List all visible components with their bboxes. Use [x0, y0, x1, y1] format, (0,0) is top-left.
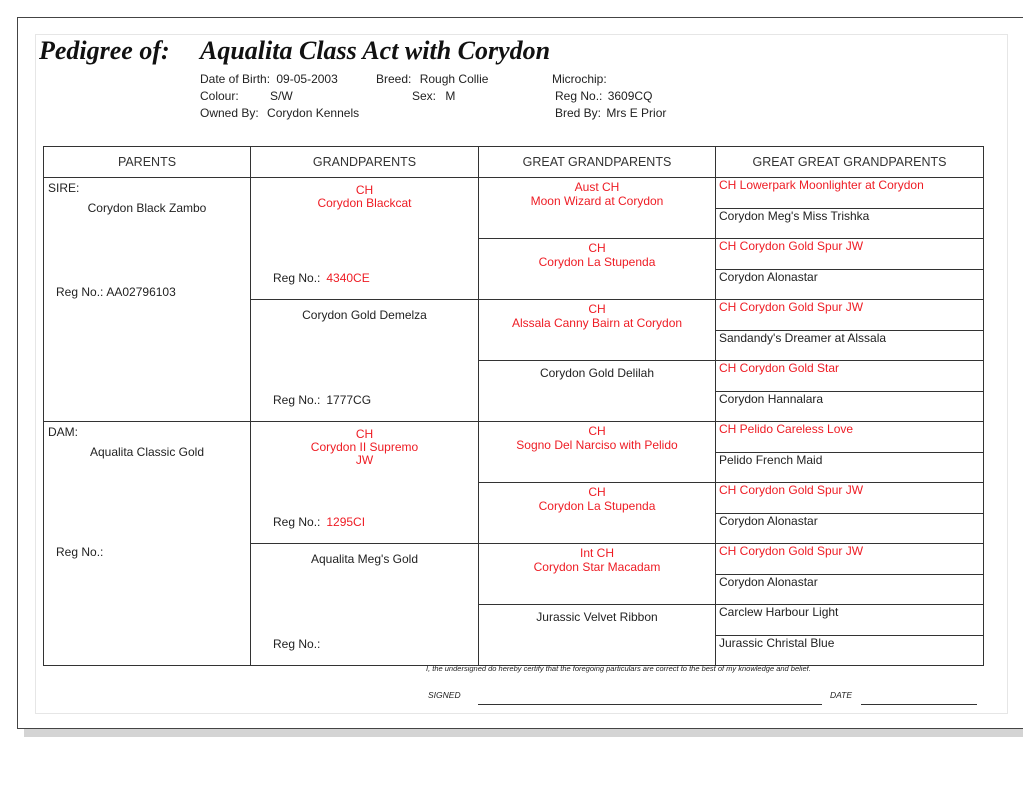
great-grandparent-block	[479, 422, 715, 482]
reg-label: Reg No.:	[56, 545, 104, 559]
great-great-grandparent-name: Corydon Meg's Miss Trishka	[719, 208, 870, 223]
great-great-grandparent-block	[716, 453, 983, 482]
great-great-grandparent-cell	[716, 605, 984, 636]
great-great-grandparent-block	[716, 209, 983, 238]
great-grandparent-name-block	[479, 241, 715, 269]
grandparent-reg-field	[273, 637, 326, 651]
great-great-grandparent-cell	[716, 239, 984, 270]
reg-label: Reg No.:	[273, 637, 321, 651]
great-great-grandparent-cell	[716, 208, 984, 239]
header-great-grandparents: GREAT GRANDPARENTS	[479, 147, 716, 178]
great-great-grandparent-block	[716, 575, 983, 604]
sire-block	[44, 178, 250, 420]
header-grandparents: GRANDPARENTS	[251, 147, 479, 178]
dam-role-label: DAM:	[48, 425, 78, 439]
grandparent-reg-field	[273, 515, 365, 529]
grandparent-name: Corydon II Supremo	[310, 440, 419, 454]
date-line[interactable]	[861, 704, 977, 705]
grandparent-name-block	[251, 428, 478, 467]
great-great-grandparent-block	[716, 331, 983, 360]
grandparent-reg-field	[273, 271, 370, 285]
dam-name: Aqualita Classic Gold	[89, 445, 205, 459]
great-great-grandparent-block	[716, 361, 983, 390]
great-great-grandparent-block	[716, 514, 983, 543]
grandparent-name: Corydon Blackcat	[317, 196, 412, 210]
sex-label: Sex:	[412, 89, 437, 103]
title-label: Pedigree of:	[39, 36, 170, 65]
great-grandparent-block	[479, 239, 715, 299]
great-grandparent-name: Corydon La Stupenda	[538, 255, 656, 269]
grandparent-reg-value: 1295CI	[326, 515, 366, 529]
great-great-grandparent-cell	[716, 483, 984, 514]
colour-field	[200, 89, 293, 103]
signed-label: SIGNED	[428, 690, 461, 700]
pedigree-table	[43, 146, 984, 666]
great-grandparent-name: Corydon La Stupenda	[538, 499, 656, 513]
great-grandparent-name: Moon Wizard at Corydon	[530, 194, 664, 208]
header-parents: PARENTS	[44, 147, 251, 178]
header-great-great-grandparents: GREAT GREAT GRANDPARENTS	[716, 147, 984, 178]
dam-reg-field	[56, 545, 106, 559]
great-great-grandparent-block	[716, 239, 983, 268]
reg-label: Reg No.:	[273, 515, 321, 529]
sire-reg-value: AA02796103	[106, 285, 176, 299]
great-great-grandparent-name: Corydon Alonastar	[719, 574, 818, 589]
great-grandparent-block	[479, 483, 715, 543]
grandparent-name: Aqualita Meg's Gold	[310, 552, 418, 566]
great-great-grandparent-cell	[716, 300, 984, 331]
great-grandparent-block	[479, 178, 715, 238]
table-header-row	[44, 147, 984, 178]
great-grandparent-title: Int CH	[579, 546, 614, 560]
great-grandparent-name: Corydon Star Macadam	[533, 560, 661, 574]
great-great-grandparent-cell	[716, 269, 984, 300]
great-grandparent-name-block	[479, 610, 715, 624]
great-great-grandparent-name: CH Corydon Gold Spur JW	[719, 483, 864, 497]
sex-field	[412, 89, 455, 103]
grandparent-name-block	[251, 309, 478, 322]
dob-field	[200, 72, 338, 86]
great-grandparent-name-block	[479, 366, 715, 380]
reg-label: Reg No.:	[56, 285, 104, 299]
great-grandparent-name: Jurassic Velvet Ribbon	[536, 610, 658, 624]
pedigree-row	[44, 178, 984, 209]
great-great-grandparent-block	[716, 544, 983, 573]
great-great-grandparent-block	[716, 300, 983, 329]
great-grandparent-title: CH	[588, 424, 606, 438]
sire-role-label: SIRE:	[48, 181, 80, 195]
owned-value: Corydon Kennels	[267, 106, 360, 120]
great-great-grandparent-name: Carclew Harbour Light	[719, 605, 839, 619]
grandparent-cell	[251, 178, 479, 300]
great-great-grandparent-block	[716, 483, 983, 512]
dam-cell	[44, 422, 251, 666]
dob-value: 09-05-2003	[276, 72, 338, 86]
great-great-grandparent-cell	[716, 391, 984, 422]
great-great-grandparent-name: CH Corydon Gold Spur JW	[719, 544, 864, 558]
certification-text: I, the undersigned do hereby certify that the foregoing particulars are correct to the best of my knowledge and belief.	[426, 664, 811, 673]
great-grandparent-name: Corydon Gold Delilah	[539, 366, 655, 380]
grandparent-name-block	[251, 553, 478, 566]
bred-label: Bred By:	[555, 106, 602, 120]
great-great-grandparent-block	[716, 605, 983, 634]
great-grandparent-title: CH	[588, 302, 606, 316]
great-great-grandparent-name: CH Corydon Gold Spur JW	[719, 300, 864, 314]
great-great-grandparent-block	[716, 392, 983, 421]
great-great-grandparent-cell	[716, 330, 984, 361]
great-great-grandparent-name: CH Corydon Gold Spur JW	[719, 239, 864, 253]
grandparent-name-block	[251, 184, 478, 210]
great-great-grandparent-name: Sandandy's Dreamer at Alssala	[719, 330, 887, 345]
great-grandparent-name: Sogno Del Narciso with Pelido	[516, 438, 678, 452]
breed-field	[376, 72, 488, 86]
owner-field	[200, 106, 359, 120]
grandparent-suffix: JW	[355, 453, 374, 467]
breed-label: Breed:	[376, 72, 412, 86]
grandparent-cell	[251, 422, 479, 544]
great-great-grandparent-cell	[716, 422, 984, 453]
reg-label: Reg No.:	[273, 271, 321, 285]
great-grandparent-block	[479, 605, 715, 665]
great-grandparent-name-block	[479, 180, 715, 208]
reg-label: Reg No.:	[555, 89, 603, 103]
owned-label: Owned By:	[200, 106, 259, 120]
bred-value: Mrs E Prior	[606, 106, 667, 120]
sire-reg-field	[56, 285, 176, 299]
great-grandparent-cell	[479, 361, 716, 422]
great-grandparent-block	[479, 544, 715, 604]
great-great-grandparent-name: CH Lowerpark Moonlighter at Corydon	[719, 178, 924, 192]
great-grandparent-title: CH	[588, 241, 606, 255]
microchip-field	[552, 72, 607, 86]
great-grandparent-name: Alssala Canny Bairn at Corydon	[511, 316, 683, 330]
grandparent-block	[251, 178, 478, 298]
reg-field	[555, 89, 652, 103]
great-great-grandparent-cell	[716, 452, 984, 483]
great-grandparent-cell	[479, 178, 716, 239]
great-great-grandparent-cell	[716, 178, 984, 209]
great-great-grandparent-name: Corydon Alonastar	[719, 269, 818, 284]
great-grandparent-cell	[479, 422, 716, 483]
sire-cell	[44, 178, 251, 422]
breed-value: Rough Collie	[419, 72, 489, 86]
sex-value: M	[445, 89, 456, 103]
great-grandparent-cell	[479, 300, 716, 361]
dob-label: Date of Birth:	[200, 72, 271, 86]
great-great-grandparent-cell	[716, 513, 984, 544]
grandparent-block	[251, 544, 478, 664]
colour-label: Colour:	[200, 89, 239, 103]
great-grandparent-name-block	[479, 302, 715, 330]
reg-value: 3609CQ	[607, 89, 653, 103]
page-shadow	[24, 729, 1023, 737]
great-great-grandparent-name: CH Pelido Careless Love	[719, 422, 854, 436]
date-label: DATE	[830, 690, 853, 700]
grandparent-reg-value: 4340CE	[326, 271, 370, 285]
great-great-grandparent-name: Jurassic Christal Blue	[719, 635, 835, 650]
great-grandparent-name-block	[479, 546, 715, 574]
great-great-grandparent-block	[716, 636, 983, 665]
breeder-field	[555, 106, 666, 120]
great-great-grandparent-cell	[716, 544, 984, 575]
reg-label: Reg No.:	[273, 393, 321, 407]
grandparent-title: CH	[355, 183, 374, 197]
great-great-grandparent-name: Corydon Hannalara	[719, 391, 824, 406]
great-grandparent-cell	[479, 239, 716, 300]
great-grandparent-cell	[479, 483, 716, 544]
great-great-grandparent-name: Pelido French Maid	[719, 452, 823, 467]
great-grandparent-cell	[479, 605, 716, 666]
grandparent-reg-field	[273, 393, 371, 407]
great-grandparent-title: Aust CH	[574, 180, 620, 194]
pedigree-row	[44, 422, 984, 453]
great-grandparent-block	[479, 300, 715, 360]
grandparent-cell	[251, 300, 479, 422]
grandparent-block	[251, 422, 478, 542]
colour-value: S/W	[270, 89, 293, 103]
great-grandparent-cell	[479, 544, 716, 605]
great-great-grandparent-cell	[716, 574, 984, 605]
great-great-grandparent-name: Corydon Alonastar	[719, 513, 818, 528]
sire-name: Corydon Black Zambo	[87, 201, 207, 215]
grandparent-title: CH	[355, 427, 374, 441]
great-great-grandparent-name: CH Corydon Gold Star	[719, 361, 840, 375]
microchip-label: Microchip:	[552, 72, 607, 86]
grandparent-block	[251, 300, 478, 420]
signature-line[interactable]	[478, 704, 822, 705]
great-grandparent-block	[479, 361, 715, 421]
great-grandparent-name-block	[479, 424, 715, 452]
great-grandparent-title: CH	[588, 485, 606, 499]
dog-name-title: Aqualita Class Act with Corydon	[200, 36, 551, 65]
great-great-grandparent-block	[716, 178, 983, 207]
dam-block	[44, 422, 250, 664]
grandparent-reg-value: 1777CG	[326, 393, 372, 407]
great-great-grandparent-cell	[716, 635, 984, 666]
grandparent-name: Corydon Gold Demelza	[302, 308, 427, 322]
grandparent-cell	[251, 544, 479, 666]
great-grandparent-name-block	[479, 485, 715, 513]
great-great-grandparent-cell	[716, 361, 984, 392]
great-great-grandparent-block	[716, 270, 983, 299]
great-great-grandparent-block	[716, 422, 983, 451]
